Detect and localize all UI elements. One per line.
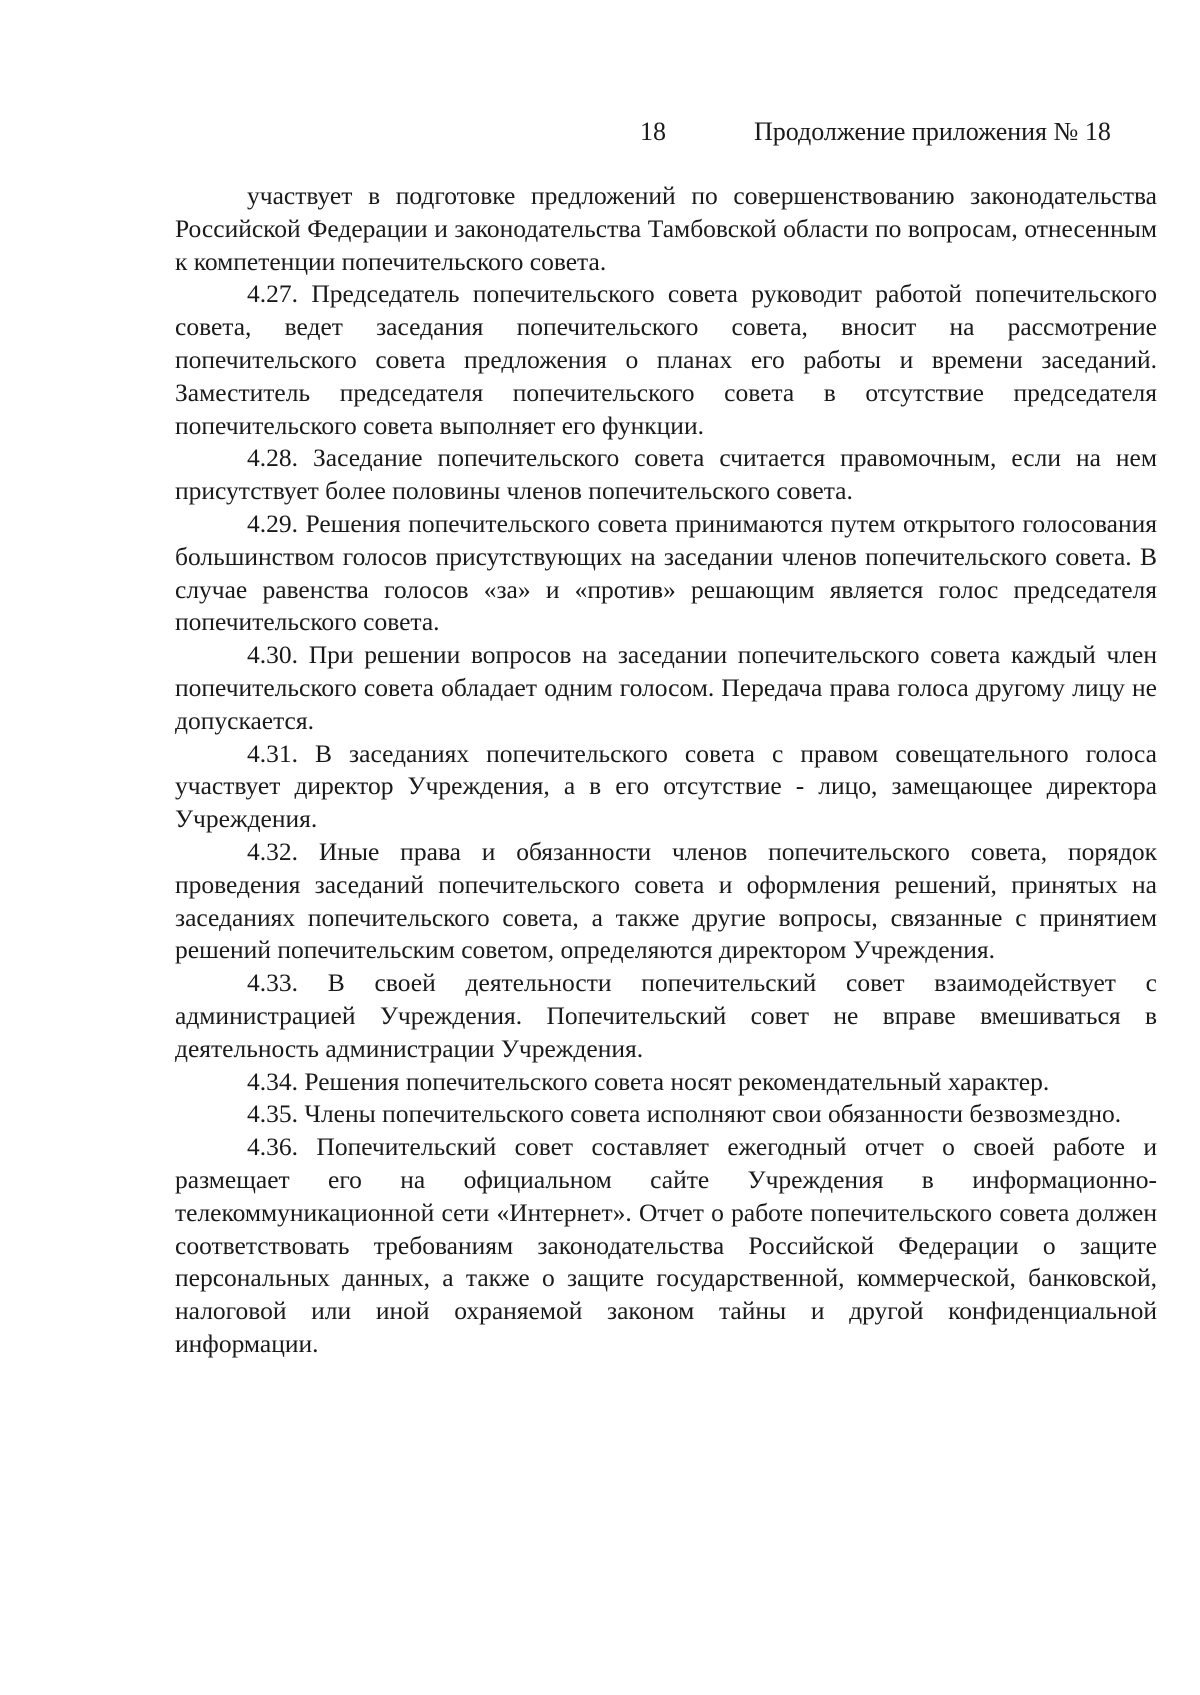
appendix-continuation-note: Продолжение приложения № 18 (754, 117, 1111, 146)
paragraph-4-35: 4.35. Члены попечительского совета исполняют свои обязанности безвозмездно. (247, 1099, 1122, 1129)
page-number: 18 (640, 117, 666, 146)
paragraph-4-34: 4.34. Решения попечительского совета носят рекомендательный характер. (247, 1066, 1050, 1096)
paragraph-4-28: 4.28. Заседание попечительского совета считается правомочным, если на нем присутствует более половины членов попечительского совета. (175, 443, 1157, 506)
page-header (0, 112, 1200, 152)
document-body (175, 180, 1157, 1361)
paragraph-4-33: 4.33. В своей деятельности попечительский совет взаимодействует с администрацией Учреждения. Попечительский совет не вправе вмешиваться в деятельность администрации Учреждения. (175, 968, 1157, 1063)
paragraph-4-32: 4.32. Иные права и обязанности членов попечительского совета, порядок проведения заседаний попечительского совета и оформления решений, принятых на заседаниях попечительского совета, а также другие вопросы, связанные с принятием решений попечительским советом, определяются директором Учреждения. (175, 836, 1157, 965)
paragraph-4-31: 4.31. В заседаниях попечительского совета с правом совещательного голоса участвует директор Учреждения, а в его отсутствие - лицо, замещающее директора Учреждения. (175, 738, 1157, 834)
paragraph-4-29: 4.29. Решения попечительского совета принимаются путем открытого голосования большинством голосов присутствующих на заседании членов попечительского совета. В случае равенства голосов «за» и «против» решающим является голос председателя попечительского совета. (175, 508, 1157, 637)
paragraph-4-30: 4.30. При решении вопросов на заседании попечительского совета каждый член попечительского совета обладает одним голосом. Передача права голоса другому лицу не допускается. (175, 640, 1157, 735)
paragraph-4-36: 4.36. Попечительский совет составляет ежегодный отчет о своей работе и размещает его на официальном сайте Учреждения в информационно-телекоммуникационной сети «Интернет». Отчет о работе попечительского совета должен соответствовать требованиям законодательства Российской Федерации о защите персональных данных, а также о защите государственной, коммерческой, банковской, налоговой или иной охраняемой законом тайны и другой конфиденциальной информации. (175, 1132, 1157, 1358)
paragraph-continuation: участвует в подготовке предложений по совершенствованию законодательства Российской Федерации и законодательства Тамбовской области по вопросам, отнесенным к компетенции попечительского совета. (175, 181, 1157, 276)
paragraph-4-27: 4.27. Председатель попечительского совета руководит работой попечительского совета, ведет заседания попечительского совета, вносит на рассмотрение попечительского совета предложения о планах его работы и времени заседаний. Заместитель председателя попечительского совета в отсутствие председателя попечительского совета выполняет его функции. (175, 279, 1157, 440)
